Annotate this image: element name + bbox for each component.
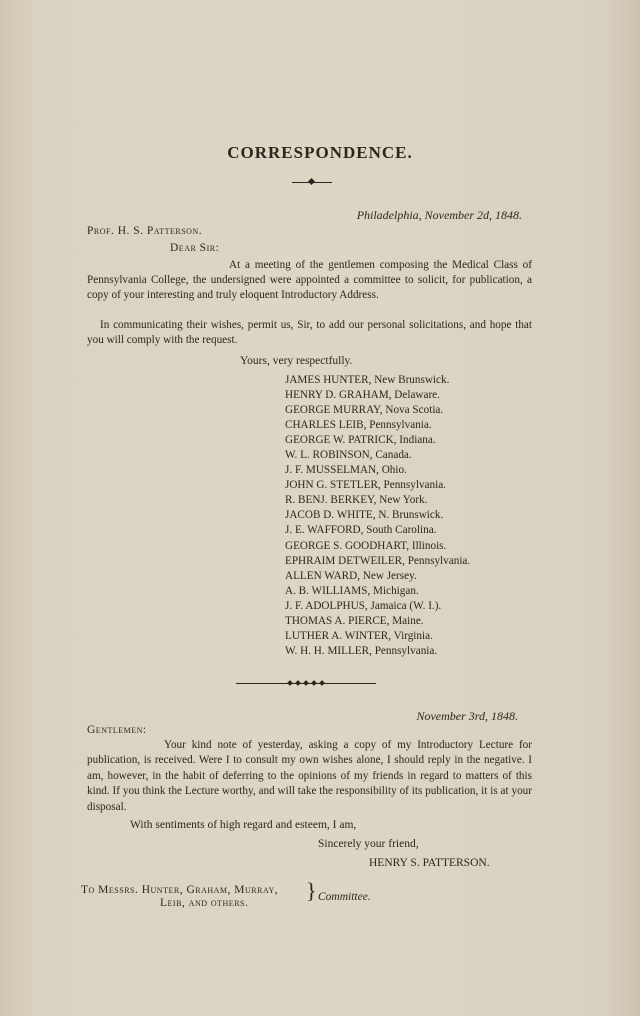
signatory: JOHN G. STETLER, Pennsylvania. xyxy=(285,479,446,492)
signatory-list xyxy=(285,373,470,659)
signatory: W. H. H. MILLER, Pennsylvania. xyxy=(285,644,438,657)
signatory: GEORGE MURRAY, Nova Scotia. xyxy=(285,404,444,417)
to-line-2: Leib, and others. xyxy=(160,897,249,909)
letter2-paragraph-1: Your kind note of yesterday, asking a copy of my Introductory Lecture for publication, is received. Were I to consult my own wishes alone, I should reply in the negative. I am, however, in the habit of deferring to the opinions of my friends in regard to matters of this kind. If you think the Lecture worthy, and will take the responsibility of its publication, it is at your disposal. xyxy=(87,739,532,813)
signatory: EPHRAIM DETWEILER, Pennsylvania. xyxy=(285,554,471,567)
ornament-divider xyxy=(292,182,332,183)
committee-label: Committee. xyxy=(318,891,371,903)
signatory: GEORGE S. GOODHART, Illinois. xyxy=(285,539,447,552)
signatory: GEORGE W. PATRICK, Indiana. xyxy=(285,434,436,447)
letter1-salutation: Dear Sir: xyxy=(170,242,220,254)
signatory: LUTHER A. WINTER, Virginia. xyxy=(285,629,433,642)
letter2-date: November 3rd, 1848. xyxy=(416,709,518,723)
signatory: HENRY D. GRAHAM, Delaware. xyxy=(285,389,440,402)
ornament-divider xyxy=(236,683,376,684)
letter2-signature: HENRY S. PATTERSON. xyxy=(369,857,490,869)
letter1-paragraph-2: In communicating their wishes, permit us, Sir, to add our personal solicitations, and hope that you will comply with the request. xyxy=(87,319,532,347)
signatory: R. BENJ. BERKEY, New York. xyxy=(285,494,428,507)
letter2-salutation: Gentlemen: xyxy=(87,724,147,736)
letter2-closing: Sincerely your friend, xyxy=(318,838,419,850)
letter1-closing: Yours, very respectfully. xyxy=(240,355,353,367)
page-title: CORRESPONDENCE. xyxy=(227,143,413,162)
brace-icon: } xyxy=(306,878,317,903)
signatory: JACOB D. WHITE, N. Brunswick. xyxy=(285,509,444,522)
signatory: J. F. MUSSELMAN, Ohio. xyxy=(285,464,407,477)
signatory: W. L. ROBINSON, Canada. xyxy=(285,449,412,462)
letter1-place-date: Philadelphia, November 2d, 1848. xyxy=(356,208,522,222)
to-line-1: To Messrs. Hunter, Graham, Murray, xyxy=(81,884,279,896)
signatory: J. E. WAFFORD, South Carolina. xyxy=(285,524,437,537)
letter1-addressee: Prof. H. S. Patterson. xyxy=(87,225,203,237)
signatory: JAMES HUNTER, New Brunswick. xyxy=(285,374,450,386)
signatory: THOMAS A. PIERCE, Maine. xyxy=(285,614,424,627)
signatory: J. F. ADOLPHUS, Jamaica (W. I.). xyxy=(285,599,442,612)
letter1-paragraph-1: At a meeting of the gentlemen composing the Medical Class of Pennsylvania College, the undersigned were appointed a committee to solicit, for publication, a copy of your interesting and truly eloquent Introductory Address. xyxy=(87,259,532,302)
letter2-paragraph-2: With sentiments of high regard and esteem, I am, xyxy=(130,819,357,831)
signatory: CHARLES LEIB, Pennsylvania. xyxy=(285,419,432,432)
signatory: ALLEN WARD, New Jersey. xyxy=(285,569,417,582)
signatory: A. B. WILLIAMS, Michigan. xyxy=(285,584,419,597)
